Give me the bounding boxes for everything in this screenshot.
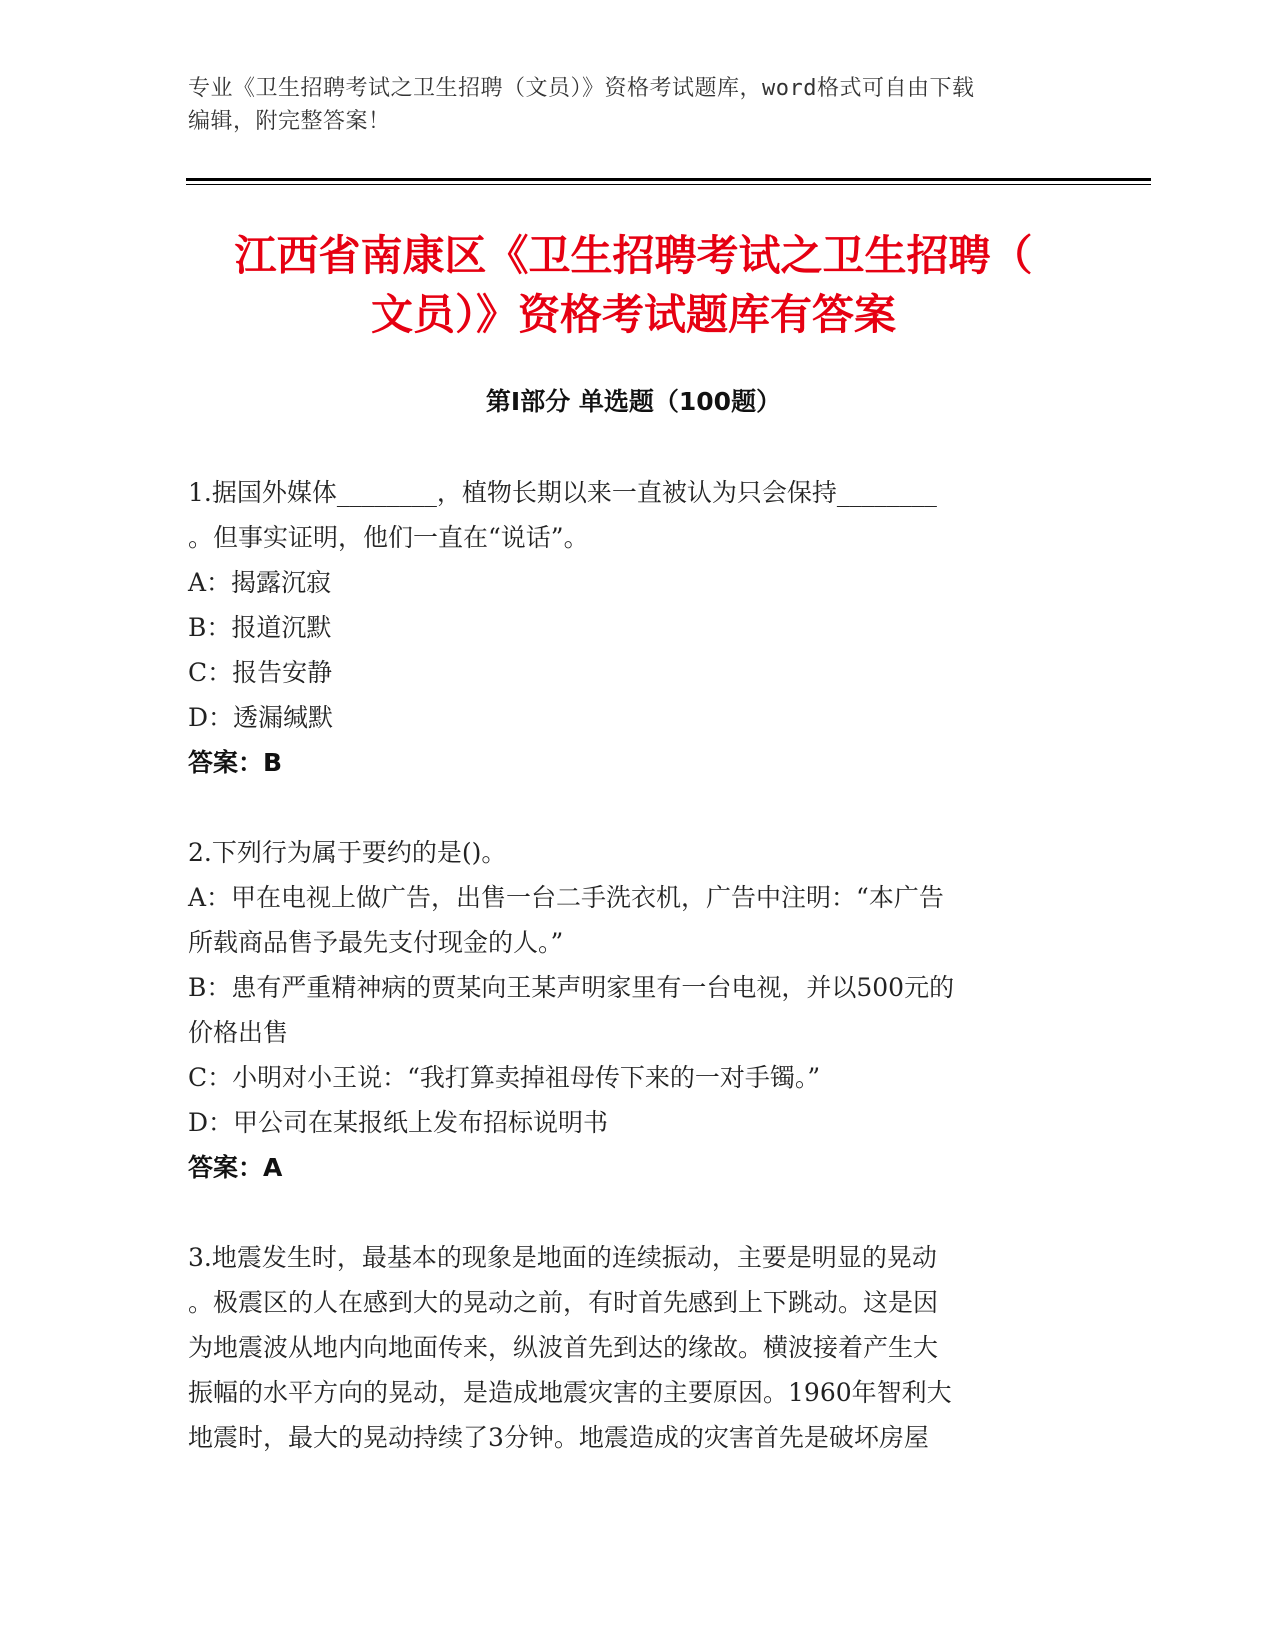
question-item xyxy=(188,1235,1078,1460)
document-title-line: 江西省南康区《卫生招聘考试之卫生招聘（ xyxy=(234,231,1033,280)
option-d: D：甲公司在某报纸上发布招标说明书 xyxy=(188,1108,609,1137)
header-divider xyxy=(186,178,1151,181)
question-stem: 为地震波从地内向地面传来，纵波首先到达的缘故。横波接着产生大 xyxy=(188,1333,939,1362)
option-a: A：甲在电视上做广告，出售一台二手洗衣机，广告中注明：“本广告 xyxy=(188,883,944,912)
question-stem: 。极震区的人在感到大的晃动之前，有时首先感到上下跳动。这是因 xyxy=(188,1288,939,1317)
option-b: B：报道沉默 xyxy=(188,613,332,642)
option-c: C：报告安静 xyxy=(188,658,333,687)
question-stem: 。但事实证明，他们一直在“说话”。 xyxy=(188,523,589,552)
question-stem: 1.据国外媒体________，植物长期以来一直被认为只会保持________ xyxy=(188,478,937,507)
option-b: B：患有严重精神病的贾某向王某声明家里有一台电视，并以500元的 xyxy=(188,973,955,1002)
header-note-line: 专业《卫生招聘考试之卫生招聘（文员）》资格考试题库，word格式可自由下载 xyxy=(188,76,975,101)
document-title-line: 文员）》资格考试题库有答案 xyxy=(370,290,896,339)
header-divider-thin xyxy=(186,184,1151,185)
option-a: A：揭露沉寂 xyxy=(188,568,332,597)
answer-label: 答案：B xyxy=(188,748,283,777)
option-a-continued: 所载商品售予最先支付现金的人。” xyxy=(188,928,564,957)
option-b-continued: 价格出售 xyxy=(188,1018,289,1047)
header-note xyxy=(188,72,1068,138)
question-stem: 地震时，最大的晃动持续了3分钟。地震造成的灾害首先是破坏房屋 xyxy=(188,1423,929,1452)
header-note-line: 编辑，附完整答案！ xyxy=(188,109,391,134)
answer-label: 答案：A xyxy=(188,1153,283,1182)
question-list xyxy=(188,470,1078,1460)
option-c: C：小明对小王说：“我打算卖掉祖母传下来的一对手镯。” xyxy=(188,1063,821,1092)
question-stem: 振幅的水平方向的晃动，是造成地震灾害的主要原因。1960年智利大 xyxy=(188,1378,952,1407)
option-d: D：透漏缄默 xyxy=(188,703,334,732)
document-title xyxy=(186,226,1081,344)
question-item xyxy=(188,830,1078,1190)
section-heading: 第Ⅰ部分 单选题（100题） xyxy=(485,387,782,416)
question-stem: 2.下列行为属于要约的是()。 xyxy=(188,838,507,867)
question-stem: 3.地震发生时，最基本的现象是地面的连续振动，主要是明显的晃动 xyxy=(188,1243,937,1272)
question-item xyxy=(188,470,1078,785)
